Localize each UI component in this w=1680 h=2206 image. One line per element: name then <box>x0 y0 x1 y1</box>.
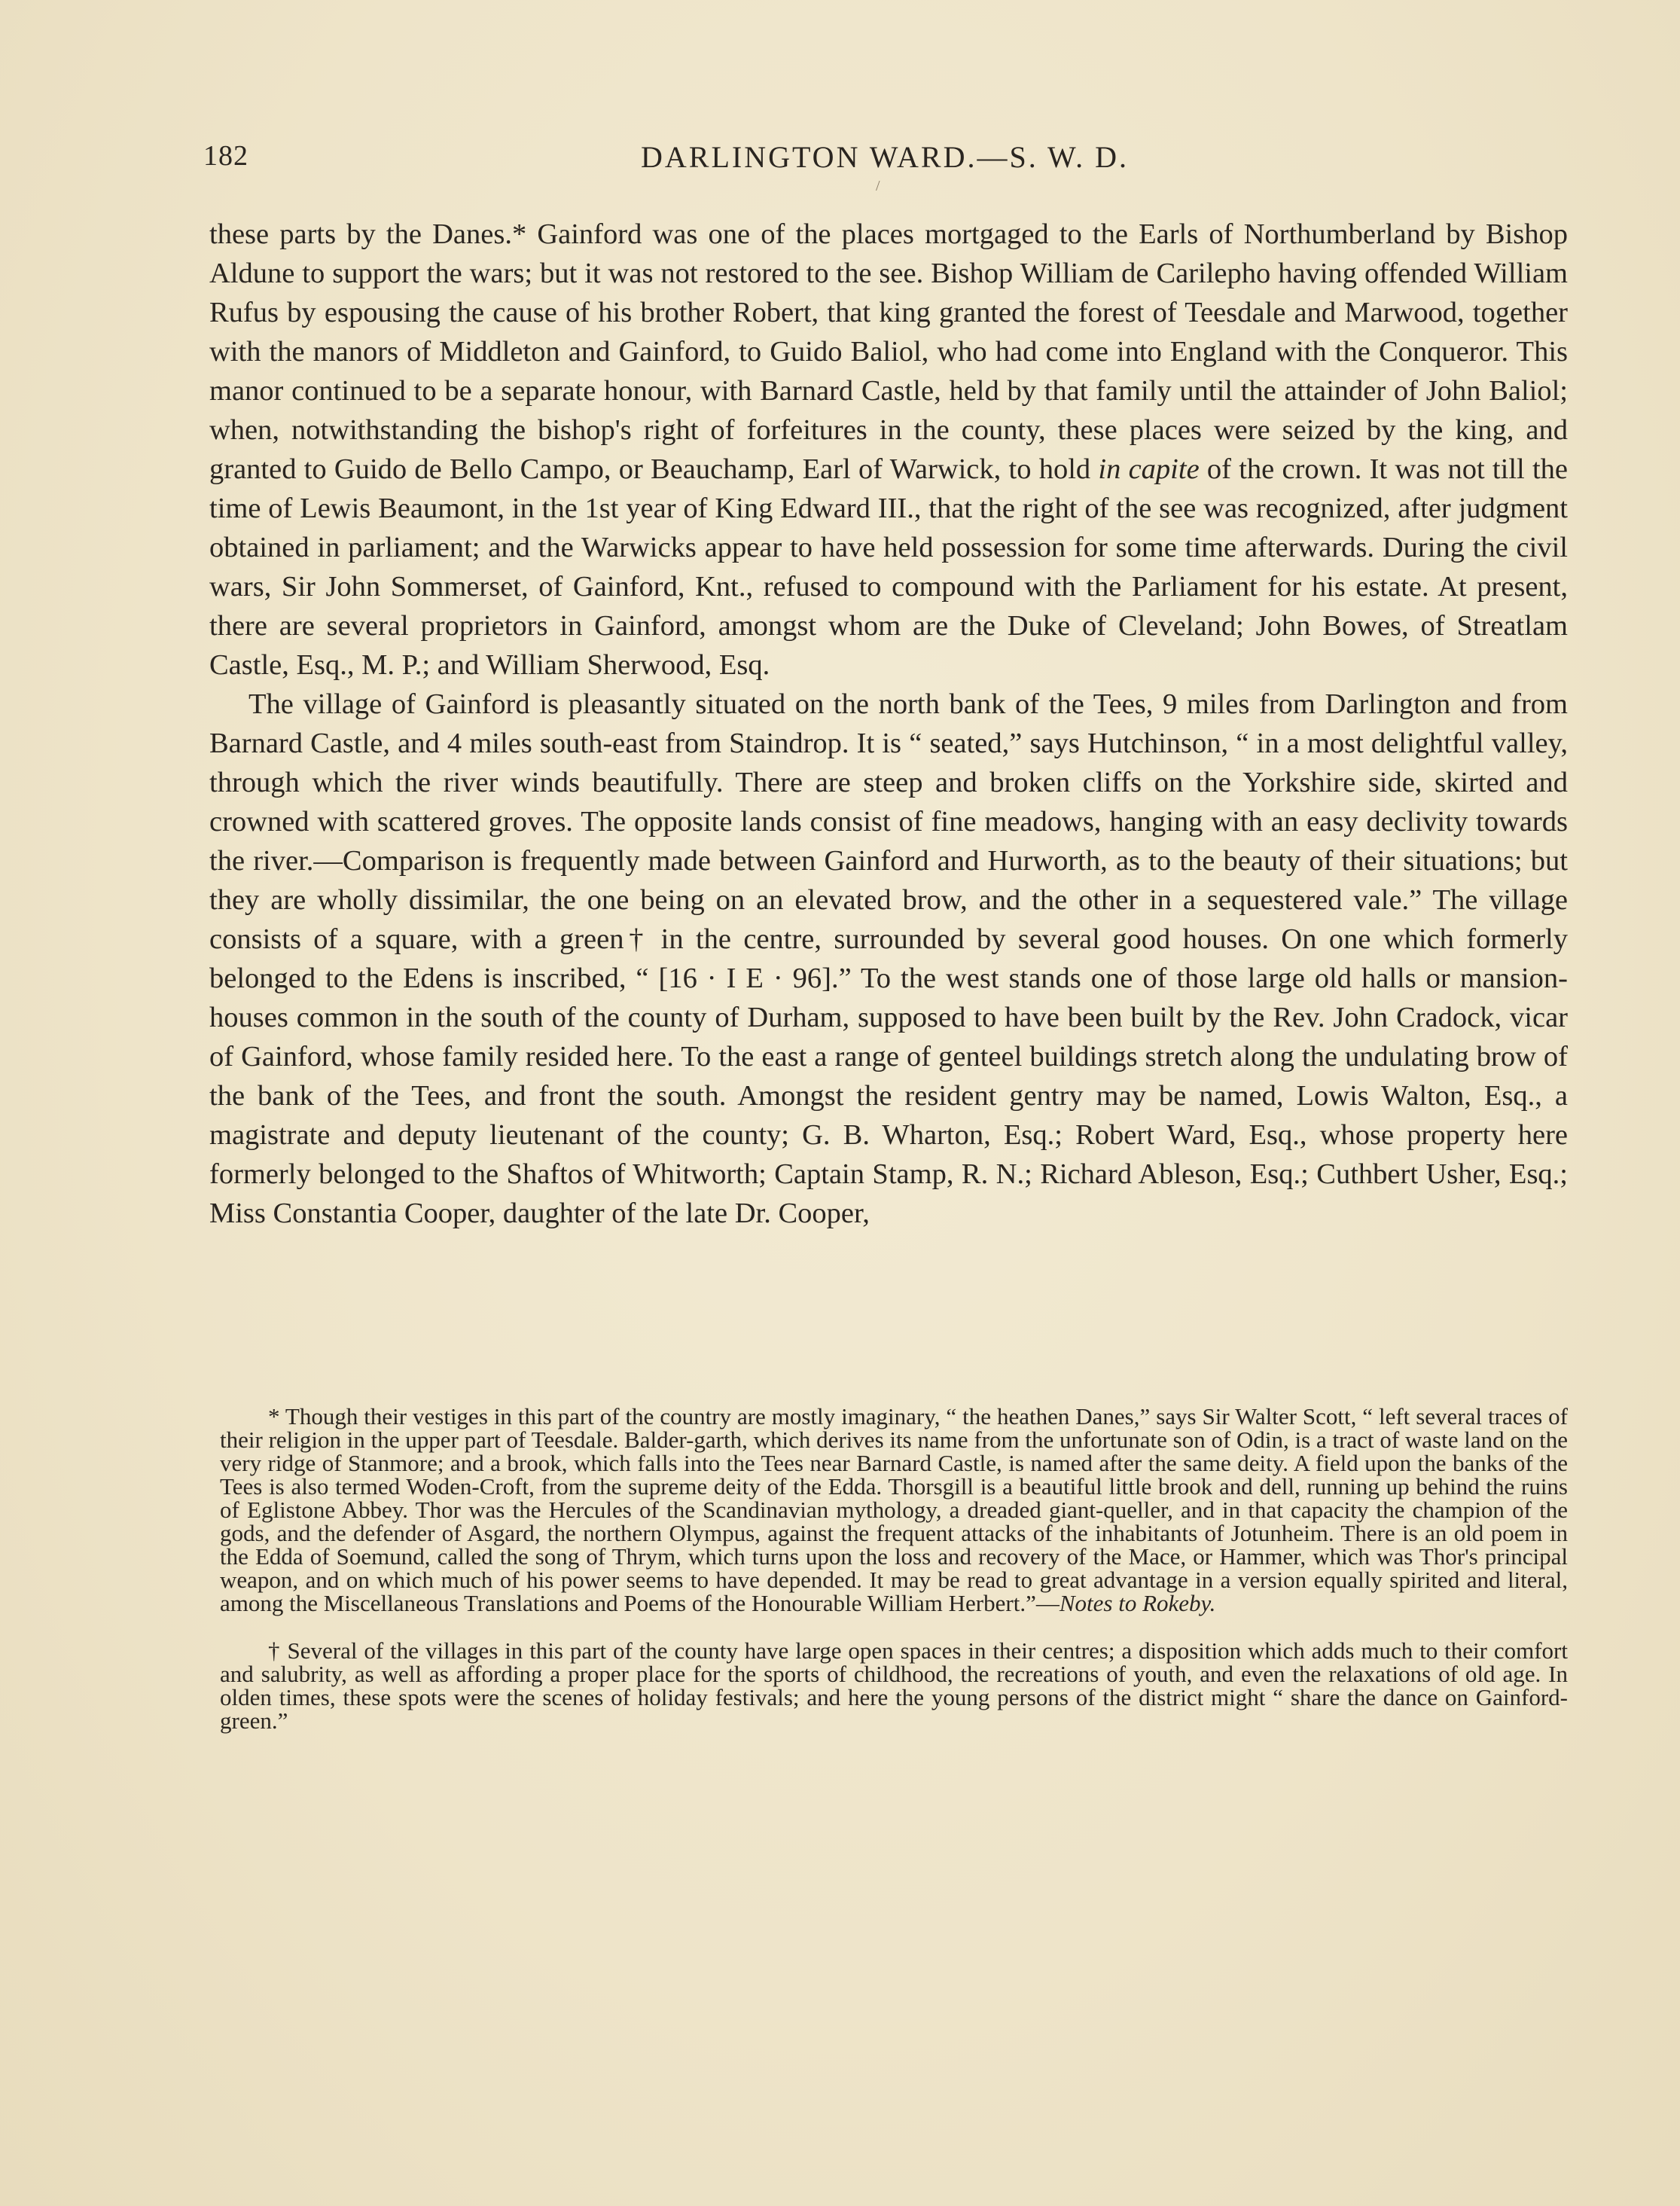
main-text <box>209 215 1568 1233</box>
paragraph-1 <box>209 215 1568 685</box>
footnote-star-source: Notes to Rokeby. <box>1059 1590 1216 1616</box>
paragraph-2: The village of Gainford is pleasantly situated on the north bank of the Tees, 9 miles from Darlington and from Barnard Castle, and 4 miles south-east from Staindrop. It is “ seated,” says Hutchinson, “ in a most delightful valley, through which the river winds beautifully. There are steep and broken cliffs on the Yorkshire side, skirted and crowned with scattered groves. The opposite lands consist of fine meadows, hanging with an easy declivity towards the river.—Comparison is frequently made between Gainford and Hurworth, as to the beauty of their situations; but they are wholly dissimilar, the one being on an elevated brow, and the other in a sequestered vale.” The village consists of a square, with a green† in the centre, surrounded by several good houses. On one which formerly belonged to the Edens is inscribed, “ [16 · I E · 96].” To the west stands one of those large old halls or mansion-houses common in the south of the county of Durham, supposed to have been built by the Rev. John Cradock, vicar of Gainford, whose family resided here. To the east a range of genteel buildings stretch along the undulating brow of the bank of the Tees, and front the south. Amongst the resident gentry may be named, Lowis Walton, Esq., a magistrate and deputy lieutenant of the county; G. B. Wharton, Esq.; Robert Ward, Esq., whose property here formerly belonged to the Shaftos of Whitworth; Captain Stamp, R. N.; Richard Ableson, Esq.; Cuthbert Usher, Esq.; Miss Constantia Cooper, daughter of the late Dr. Cooper, <box>209 688 1568 1229</box>
footnote-star-text: * Though their vestiges in this part of the country are mostly imaginary, “ the heathen Danes,” says Sir Walter Scott, “ left several traces of their religion in the upper part of Teesdale. Balder-garth, which derives its name from the unfortunate son of Odin, is a tract of waste land on the very ridge of Stanmore; and a brook, which falls into the Tees near Barnard Castle, is named after the same deity. A field upon the banks of the Tees is also termed Woden-Croft, from the supreme deity of the Edda. Thorsgill is a beautiful little brook and dell, running up behind the ruins of Eglistone Abbey. Thor was the Hercules of the Scandinavian mythology, a dreaded giant-queller, and in that capacity the champion of the gods, and the defender of Asgard, the northern Olympus, against the frequent attacks of the inhabitants of Jotunheim. There is an old poem in the Edda of Soemund, called the song of Thrym, which turns upon the loss and recovery of the Mace, or Hammer, which was Thor's principal weapon, and on which much of his power seems to have depended. It may be read to great advantage in a version equally spirited and literal, among the Miscellaneous Translations and Poems of the Honourable William Herbert.”— <box>220 1403 1568 1616</box>
stray-mark: / <box>876 178 880 194</box>
footnote-star <box>220 1405 1568 1615</box>
paragraph-1-rest: of the crown. It was not till the time of Lewis Beaumont, in the 1st year of King Edward III., that the right of the see was recognized, after judgment obtained in parliament; and the Warwicks appear to have held possession for some time afterwards. During the civil wars, Sir John Sommerset, of Gainford, Knt., refused to compound with the Parliament for his estate. At present, there are several proprietors in Gainford, amongst whom are the Duke of Cleveland; John Bowes, of Streatlam Castle, Esq., M. P.; and William Sherwood, Esq. <box>209 453 1568 681</box>
footnote-dagger: † Several of the villages in this part of the county have large open spaces in their centres; a disposition which adds much to their comfort and salubrity, as well as affording a proper place for the sports of childhood, the recreations of youth, and even the relaxations of old age. In olden times, these spots were the scenes of holiday festivals; and here the young persons of the district might “ share the dance on Gainford-green.” <box>220 1637 1568 1734</box>
footnotes <box>220 1405 1568 1732</box>
paragraph-1-italic: in capite <box>1098 453 1200 485</box>
page-number: 182 <box>203 140 248 172</box>
paragraph-1-text: these parts by the Danes.* Gainford was one of the places mortgaged to the Earls of Northumberland by Bishop Aldune to support the wars; but it was not restored to the see. Bishop William de Carilepho having offended William Rufus by espousing the cause of his brother Robert, that king granted the forest of Teesdale and Marwood, together with the manors of Middleton and Gainford, to Guido Baliol, who had come into England with the Conqueror. This manor continued to be a separate honour, with Barnard Castle, held by that family until the attainder of John Baliol; when, notwithstanding the bishop's right of forfeitures in the county, these places were seized by the king, and granted to Guido de Bello Campo, or Beauchamp, Earl of Warwick, to hold <box>209 218 1568 485</box>
page-header <box>203 139 1566 185</box>
running-head: DARLINGTON WARD.—S. W. D. <box>640 140 1129 174</box>
